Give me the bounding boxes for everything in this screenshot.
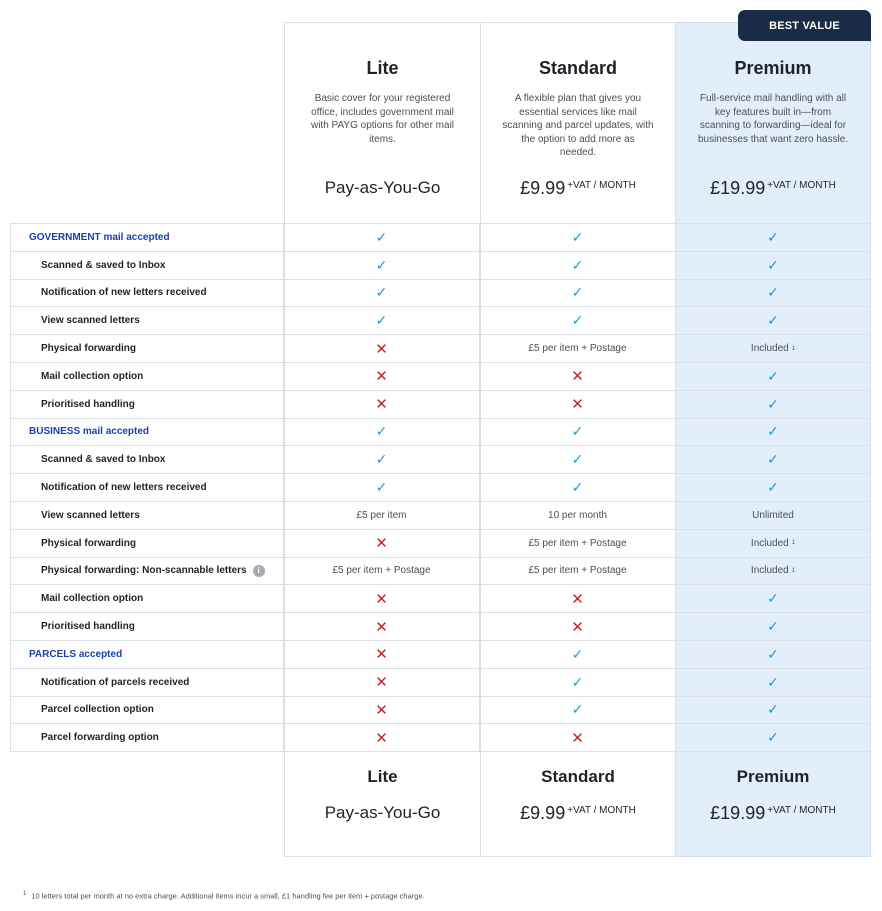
cell-standard [480, 502, 676, 529]
check-icon: ✓ [375, 256, 388, 273]
cell-lite [284, 307, 480, 334]
feature-label [10, 669, 284, 696]
feature-label [10, 530, 284, 557]
check-icon: ✓ [571, 479, 584, 496]
cell-premium [676, 697, 871, 724]
plan-price-premium [675, 178, 871, 199]
table-row [10, 419, 871, 447]
feature-label-text: Scanned & saved to Inbox [41, 454, 166, 466]
price-amount: £19.99 [710, 803, 766, 823]
cell-standard [480, 585, 676, 612]
cell-lite [284, 585, 480, 612]
bottom-plan-name-standard: Standard [541, 767, 615, 786]
cell-premium [676, 558, 871, 585]
check-icon: ✓ [767, 451, 779, 468]
cell-lite [284, 391, 480, 418]
cross-icon: ✕ [375, 674, 388, 692]
feature-comparison-table [10, 223, 871, 752]
check-icon: ✓ [767, 423, 779, 440]
check-icon: ✓ [571, 423, 584, 440]
feature-label-text: View scanned letters [41, 509, 140, 521]
feature-label-text: Physical forwarding: Non-scannable letters [41, 565, 247, 577]
bottom-plan-price-premium [675, 803, 871, 824]
feature-label-text: Notification of parcels received [41, 676, 190, 688]
feature-label [10, 252, 284, 279]
cell-standard [480, 252, 676, 279]
cell-lite [284, 446, 480, 473]
check-icon: ✓ [767, 284, 779, 301]
feature-label [10, 641, 284, 668]
plan-name-standard: Standard [538, 58, 617, 78]
table-row [10, 641, 871, 669]
feature-label [10, 446, 284, 473]
footnote-reference: 1 [791, 567, 796, 574]
check-icon: ✓ [767, 479, 779, 496]
cell-standard [480, 224, 676, 251]
check-icon: ✓ [571, 284, 584, 301]
cross-icon: ✕ [375, 646, 388, 664]
feature-label-text: Physical forwarding [41, 343, 137, 355]
cell-standard [480, 419, 676, 446]
table-row [10, 502, 871, 530]
table-row [10, 446, 871, 474]
cell-premium [676, 474, 871, 501]
cell-lite [284, 558, 480, 585]
info-icon[interactable]: i [253, 565, 265, 577]
cell-standard [480, 335, 676, 362]
feature-label [10, 391, 284, 418]
table-row [10, 669, 871, 697]
check-icon: ✓ [767, 701, 779, 718]
cross-icon: ✕ [375, 368, 388, 386]
bottom-plan-name-lite: Lite [367, 767, 398, 786]
feature-label-text: BUSINESS mail accepted [29, 426, 150, 438]
cell-premium [676, 224, 871, 251]
cell-premium [676, 669, 871, 696]
table-row [10, 724, 871, 752]
footnote [23, 891, 425, 901]
check-icon: ✓ [571, 673, 584, 690]
cell-text: £5 per item [356, 509, 407, 521]
cross-icon: ✕ [571, 590, 584, 608]
cross-icon: ✕ [375, 618, 388, 636]
cell-premium [676, 641, 871, 668]
cell-lite [284, 697, 480, 724]
cell-premium [676, 307, 871, 334]
cell-lite [284, 641, 480, 668]
cell-lite [284, 502, 480, 529]
check-icon: ✓ [767, 228, 779, 245]
cell-premium [676, 363, 871, 390]
cell-lite [284, 474, 480, 501]
cell-standard [480, 558, 676, 585]
feature-label [10, 335, 284, 362]
price-text: Pay-as-You-Go [324, 178, 441, 197]
cell-premium [676, 446, 871, 473]
cross-icon: ✕ [375, 590, 388, 608]
feature-label-text: Prioritised handling [41, 621, 135, 633]
cell-premium [676, 724, 871, 751]
feature-label-text: PARCELS accepted [29, 648, 123, 660]
bottom-plan-name-premium: Premium [736, 767, 810, 786]
cross-icon: ✕ [571, 396, 584, 414]
table-row [10, 363, 871, 391]
table-row [10, 530, 871, 558]
plan-description-lite: Basic cover for your registered office, includes government mail with PAYG options for other mail items. [310, 93, 455, 145]
check-icon: ✓ [767, 645, 779, 662]
table-row [10, 474, 871, 502]
price-suffix: +VAT / MONTH [767, 180, 836, 191]
cell-premium [676, 252, 871, 279]
check-icon: ✓ [571, 228, 584, 245]
plan-price-lite [284, 178, 481, 198]
check-icon: ✓ [767, 312, 779, 329]
cross-icon: ✕ [375, 340, 388, 358]
cell-text: £5 per item + Postage [528, 343, 627, 355]
price-suffix: +VAT / MONTH [767, 805, 836, 816]
table-row [10, 391, 871, 419]
cell-premium [676, 530, 871, 557]
bottom-plan-price-standard [480, 803, 676, 824]
cell-lite [284, 363, 480, 390]
footnote-reference: 1 [791, 540, 796, 547]
cell-standard [480, 613, 676, 640]
best-value-badge: BEST VALUE [738, 10, 871, 41]
price-suffix: +VAT / MONTH [567, 180, 636, 191]
cell-text: £5 per item + Postage [332, 565, 431, 577]
cell-lite [284, 335, 480, 362]
cell-text: £5 per item + Postage [528, 565, 627, 577]
plan-name-premium: Premium [734, 58, 812, 78]
table-row [10, 252, 871, 280]
feature-label [10, 419, 284, 446]
cell-standard [480, 391, 676, 418]
cell-text: Included [750, 343, 789, 355]
check-icon: ✓ [375, 451, 388, 468]
check-icon: ✓ [767, 673, 779, 690]
cell-lite [284, 669, 480, 696]
table-row [10, 224, 871, 252]
plan-price-standard [480, 178, 676, 199]
cell-lite [284, 613, 480, 640]
feature-label [10, 280, 284, 307]
cell-text: 10 per month [548, 509, 607, 521]
cell-text: Unlimited [752, 509, 794, 521]
feature-label-text: Parcel collection option [41, 704, 154, 716]
feature-label-text: Notification of new letters received [41, 287, 207, 299]
price-suffix: +VAT / MONTH [567, 805, 636, 816]
feature-label [10, 724, 284, 751]
cell-standard [480, 307, 676, 334]
check-icon: ✓ [767, 729, 779, 746]
feature-label [10, 697, 284, 724]
cell-premium [676, 502, 871, 529]
check-icon: ✓ [571, 451, 584, 468]
price-amount: £9.99 [520, 803, 566, 823]
feature-label [10, 558, 284, 585]
feature-label-text: GOVERNMENT mail accepted [29, 231, 170, 243]
check-icon: ✓ [375, 312, 388, 329]
cross-icon: ✕ [571, 368, 584, 386]
feature-label-text: Mail collection option [41, 370, 144, 382]
feature-label-text: View scanned letters [41, 315, 140, 327]
cell-lite [284, 252, 480, 279]
feature-label [10, 474, 284, 501]
cross-icon: ✕ [375, 396, 388, 414]
check-icon: ✓ [375, 284, 388, 301]
table-row [10, 585, 871, 613]
cross-icon: ✕ [375, 701, 388, 719]
cell-premium [676, 419, 871, 446]
table-row [10, 613, 871, 641]
cell-text: Included [750, 537, 789, 549]
check-icon: ✓ [571, 645, 584, 662]
feature-label [10, 363, 284, 390]
check-icon: ✓ [767, 395, 779, 412]
feature-label-text: Mail collection option [41, 593, 144, 605]
table-row [10, 697, 871, 725]
plan-description-premium: Full-service mail handling with all key features built in—from scanning to forwarding—ideal for businesses that want zero hassle. [697, 93, 849, 145]
cross-icon: ✕ [571, 618, 584, 636]
table-row [10, 280, 871, 308]
cell-premium [676, 613, 871, 640]
check-icon: ✓ [767, 367, 779, 384]
cross-icon: ✕ [375, 535, 388, 553]
check-icon: ✓ [375, 479, 388, 496]
cell-lite [284, 280, 480, 307]
price-amount: £19.99 [710, 178, 766, 198]
footnote-text: 10 letters total per month at no extra charge. Additional items incur a small, £1 handling fee per item + postage charge. [31, 891, 425, 901]
cell-lite [284, 419, 480, 446]
plan-description-standard: A flexible plan that gives you essential services like mail scanning and parcel updates, with the option to add more as needed. [502, 93, 654, 158]
check-icon: ✓ [767, 618, 779, 635]
check-icon: ✓ [767, 590, 779, 607]
cell-standard [480, 363, 676, 390]
price-amount: £9.99 [520, 178, 566, 198]
feature-label [10, 585, 284, 612]
price-text: Pay-as-You-Go [324, 803, 441, 822]
cell-text: £5 per item + Postage [528, 537, 627, 549]
cell-standard [480, 669, 676, 696]
check-icon: ✓ [767, 256, 779, 273]
feature-label-text: Notification of new letters received [41, 482, 207, 494]
feature-label [10, 307, 284, 334]
feature-label [10, 502, 284, 529]
cell-premium [676, 391, 871, 418]
feature-label [10, 613, 284, 640]
cell-premium [676, 585, 871, 612]
cell-lite [284, 530, 480, 557]
feature-label [10, 224, 284, 251]
cell-standard [480, 641, 676, 668]
cell-lite [284, 724, 480, 751]
cell-standard [480, 474, 676, 501]
cell-premium [676, 335, 871, 362]
check-icon: ✓ [571, 312, 584, 329]
footnote-marker: 1 [23, 891, 27, 897]
cell-premium [676, 280, 871, 307]
feature-label-text: Scanned & saved to Inbox [41, 259, 166, 271]
feature-label-text: Physical forwarding [41, 537, 137, 549]
table-row [10, 335, 871, 363]
cell-lite [284, 224, 480, 251]
plan-name-lite: Lite [366, 58, 399, 78]
cell-standard [480, 280, 676, 307]
check-icon: ✓ [375, 228, 388, 245]
feature-label-text: Prioritised handling [41, 398, 135, 410]
cross-icon: ✕ [375, 729, 388, 747]
feature-label-text: Parcel forwarding option [41, 732, 159, 744]
cell-standard [480, 724, 676, 751]
bottom-plan-price-lite [284, 803, 481, 823]
cross-icon: ✕ [571, 729, 584, 747]
table-row [10, 307, 871, 335]
footnote-reference: 1 [791, 345, 796, 352]
check-icon: ✓ [571, 701, 584, 718]
check-icon: ✓ [375, 423, 388, 440]
cell-standard [480, 446, 676, 473]
table-row [10, 558, 871, 586]
cell-text: Included [750, 565, 789, 577]
cell-standard [480, 530, 676, 557]
check-icon: ✓ [571, 256, 584, 273]
cell-standard [480, 697, 676, 724]
